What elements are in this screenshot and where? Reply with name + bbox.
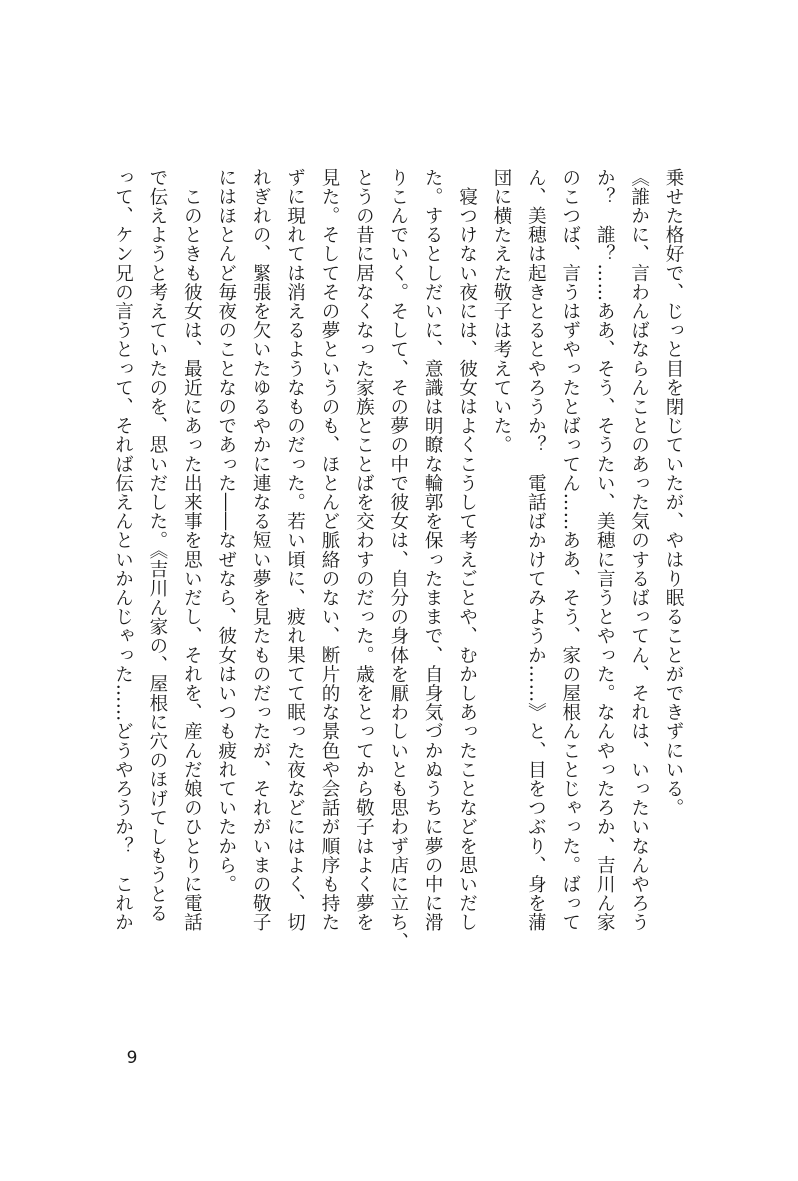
text-line: って、ケン兄の言うとって、それば伝えんといかんじゃった……どうやろうか？ これか: [112, 168, 134, 932]
text-line: 寝つけない夜には、彼女はよくこうして考えごとや、むかしあったことなどを思いだし: [456, 168, 478, 932]
text-line: とうの昔に居なくなった家族とことばを交わすのだった。歳をとってから敬子はよく夢を: [353, 168, 375, 932]
text-line: ずに現れては消えるようなものだった。若い頃に、疲れ果てて眠った夜などにはよく、切: [284, 168, 306, 932]
text-line: た。するとしだいに、意識は明瞭な輪郭を保ったままで、自身気づかぬうちに夢の中に滑: [422, 168, 444, 932]
vertical-text-body: [105, 168, 690, 1010]
text-line: ん、美穂は起きとるとやろうか？ 電話ばかけてみようか……》と、目をつぶり、身を蒲: [525, 168, 547, 932]
text-line: 見た。そしてその夢というのも、ほとんど脈絡のない、断片的な景色や会話が順序も持た: [318, 168, 340, 932]
page-number: 9: [126, 1048, 138, 1068]
text-line: のこつば、言うはずやったとばってん……ああ、そう、家の屋根んことじゃった。ばって: [559, 168, 581, 932]
text-line: か？ 誰？……ああ、そう、そうたい、美穂に言うとやった。なんやったろか、吉川ん家: [594, 168, 616, 932]
text-line: このときも彼女は、最近にあった出来事を思いだし、それを、産んだ娘のひとりに電話: [181, 168, 203, 932]
text-line: 乗せた格好で、じっと目を閉じていたが、やはり眠ることができずにいる。: [663, 168, 684, 818]
text-line: にはほとんど毎夜のことなのであった――なぜなら、彼女はいつも疲れていたから。: [215, 168, 237, 894]
text-line: 団に横たえた敬子は考えていた。: [490, 168, 512, 455]
text-line: りこんでいく。そして、その夢の中で彼女は、自分の身体を厭わしいとも思わず店に立ち、: [387, 168, 409, 952]
text-line: で伝えようと考えていたのを、思いだした。《吉川ん家の、屋根に穴のほげてしもうとる: [146, 168, 168, 923]
text-line: 《誰かに、言わんばならんことのあった気のするばってん、それは、いったいなんやろう: [628, 168, 650, 932]
text-line: れぎれの、緊張を欠いたゆるやかに連なる短い夢を見たものだったが、それがいまの敬子: [250, 168, 272, 932]
